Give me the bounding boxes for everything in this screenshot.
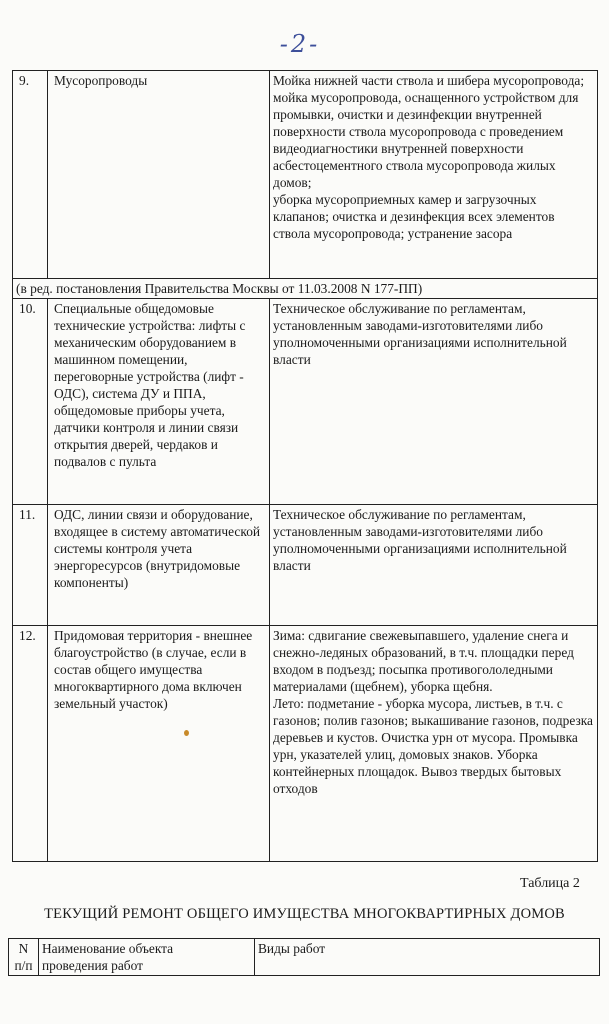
work-description: Техническое обслуживание по регламентам, установленным заводами-изготовителями либо уполномоченными организациями исполнительной власти: [270, 299, 598, 505]
header-object: Наименование объекта проведения работ: [39, 939, 255, 976]
row-number: 9.: [13, 71, 48, 279]
row-number: 10.: [13, 299, 48, 505]
ink-stain: [184, 730, 189, 736]
table-row-note: [13, 279, 598, 299]
object-name: ОДС, линии связи и оборудование, входящее в систему автоматической системы контроля учета энергоресурсов (внутридомовые компоненты): [48, 505, 270, 626]
object-name: Придомовая территория - внешнее благоустройство (в случае, если в состав общего имущества многоквартирного дома включен земельный участок): [48, 626, 270, 862]
amendment-note: (в ред. постановления Правительства Москвы от 11.03.2008 N 177-ПП): [13, 279, 598, 299]
table-row: [13, 299, 598, 505]
table-header-row: [9, 939, 600, 976]
table-row: [13, 71, 598, 279]
table-label: Таблица 2: [520, 876, 580, 891]
header-number: N п/п: [9, 939, 39, 976]
row-number: 11.: [13, 505, 48, 626]
table-row: [13, 626, 598, 862]
work-description: Техническое обслуживание по регламентам, установленным заводами-изготовителями либо уполномоченными организациями исполнительной власти: [270, 505, 598, 626]
repair-table: [8, 938, 600, 976]
object-name: Мусоропроводы: [48, 71, 270, 279]
work-description: Зима: сдвигание свежевыпавшего, удаление снега и снежно-ледяных образований, в т.ч. площадки перед входом в подъезд; посыпка противогололедными материалами (щебнем), уборка щебня. Лето: подметание - уборка мусора, листьев, в т.ч. с газонов; полив газонов; выкашивание газонов, подрезка деревьев и кустов. Очистка урн от мусора. Промывка урн, указателей улиц, домовых знаков. Уборка контейнерных площадок. Вывоз твердых бытовых отходов: [270, 626, 598, 862]
work-description: Мойка нижней части ствола и шибера мусоропровода; мойка мусоропровода, оснащенного устройством для промывки, очистки и дезинфекции внутренней поверхности ствола мусоропровода с проведением видеодиагностики внутренней поверхности асбестоцементного ствола мусоропровода жилых домов; уборка мусороприемных камер и загрузочных клапанов; очистка и дезинфекция всех элементов ствола мусоропровода; устранение засора: [270, 71, 598, 279]
page-number: -2-: [279, 30, 321, 58]
table-heading: ТЕКУЩИЙ РЕМОНТ ОБЩЕГО ИМУЩЕСТВА МНОГОКВАРТИРНЫХ ДОМОВ: [44, 906, 565, 922]
row-number: 12.: [13, 626, 48, 862]
object-name: Специальные общедомовые технические устройства: лифты с механическим оборудованием в машинном помещении, переговорные устройства (лифт - ОДС), система ДУ и ППА, общедомовые приборы учета, датчики контроля и линии связи открытия дверей, чердаков и подвалов с пульта: [48, 299, 270, 505]
services-table: [12, 70, 598, 862]
header-works: Виды работ: [255, 939, 600, 976]
table-row: [13, 505, 598, 626]
